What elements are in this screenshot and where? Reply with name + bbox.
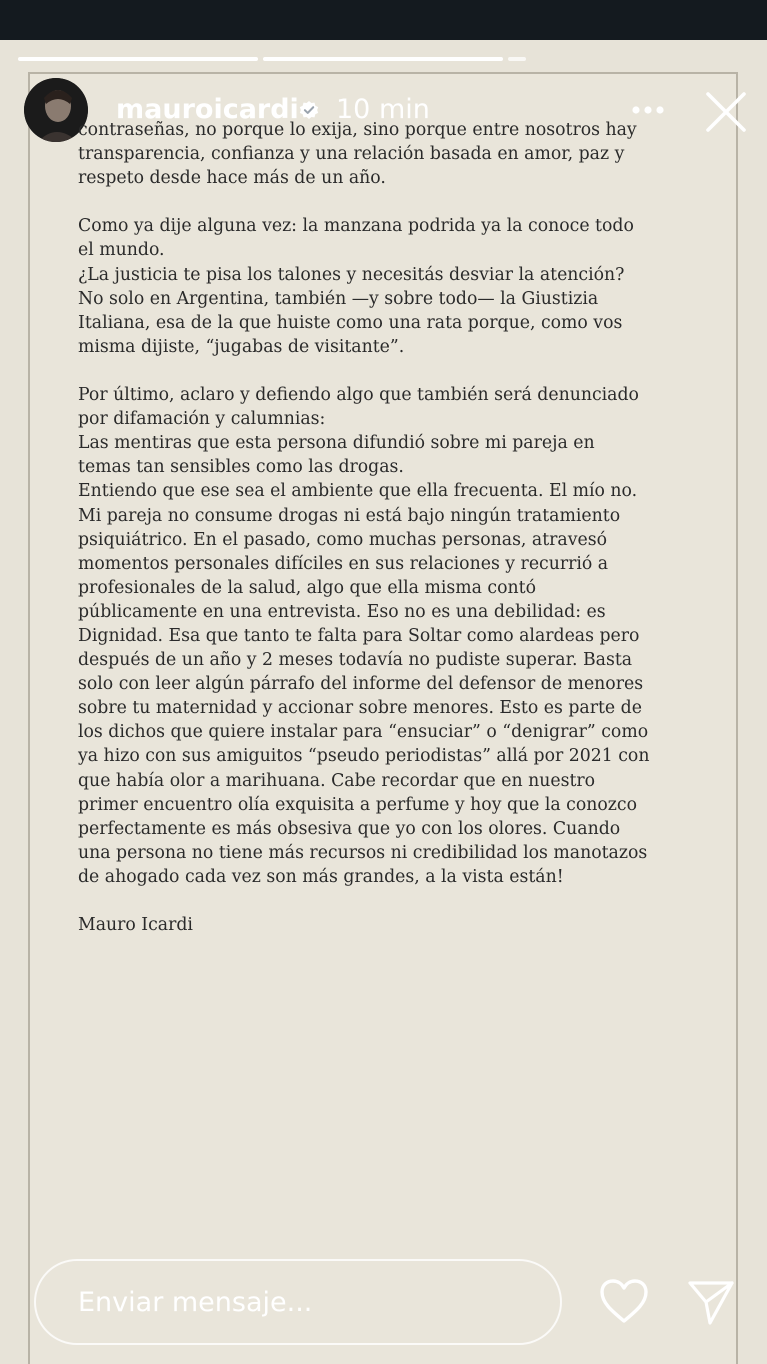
text-line: después de un año y 2 meses todavía no pudiste superar. Basta (78, 650, 633, 671)
text-line: una persona no tiene más recursos ni credibilidad los manotazos (78, 842, 648, 863)
story-text-content (78, 118, 718, 937)
text-line: Por último, aclaro y defiendo algo que también será denunciado (78, 385, 639, 406)
text-line: psiquiátrico. En el pasado, como muchas personas, atravesó (78, 529, 607, 550)
text-line: de ahogado cada vez son más grandes, a la vista están! (78, 866, 564, 887)
paragraph-gap (78, 889, 718, 913)
text-line: Las mentiras que esta persona difundió sobre mi pareja en (78, 433, 595, 454)
text-line: transparencia, confianza y una relación basada en amor, paz y (78, 144, 625, 165)
story-username[interactable]: mauroicardi (116, 94, 299, 125)
text-line: Entiendo que ese sea el ambiente que ella frecuenta. El mío no. (78, 481, 638, 502)
text-line: misma dijiste, “jugabas de visitante”. (78, 336, 405, 357)
story-progress-segment-2 (263, 57, 503, 61)
story-progress-segment-3 (508, 57, 526, 61)
text-line: contraseñas, no porque lo exija, sino porque entre nosotros hay (78, 120, 637, 140)
text-line: ya hizo con sus amiguitos “pseudo periodistas” allá por 2021 con (78, 746, 650, 767)
status-bar (0, 0, 767, 40)
story-time-ago: 10 min (336, 94, 430, 125)
text-line: profesionales de la salud, algo que ella misma contó (78, 577, 536, 598)
text-line: Mi pareja no consume drogas ni está bajo ningún tratamiento (78, 505, 621, 526)
signature-line: Mauro Icardi (78, 915, 193, 936)
text-line: por difamación y calumnias: (78, 409, 326, 430)
story-reply-bar (0, 1255, 767, 1355)
paragraph-gap (78, 359, 718, 383)
story-progress-segment-1 (18, 57, 258, 61)
text-line: perfectamente es más obsesiva que yo con los olores. Cuando (78, 818, 621, 839)
text-line: que había olor a marihuana. Cabe recordar que en nuestro (78, 770, 596, 791)
text-line: solo con leer algún párrafo del informe del defensor de menores (78, 674, 644, 695)
text-line: temas tan sensibles como las drogas. (78, 457, 404, 478)
text-line: ¿La justicia te pisa los talones y necesitás desviar la atención? (78, 264, 625, 285)
text-line: primer encuentro olía exquisita a perfume y hoy que la conozco (78, 794, 637, 815)
text-line: momentos personales difíciles en sus relaciones y recurrió a (78, 553, 609, 574)
text-line: respeto desde hace más de un año. (78, 168, 386, 189)
message-input-placeholder: Enviar mensaje... (78, 1287, 313, 1318)
text-line: los dichos que quiere instalar para “ensuciar” o “denigrar” como (78, 722, 649, 743)
text-line: Como ya dije alguna vez: la manzana podrida ya la conoce todo (78, 216, 634, 237)
message-input[interactable] (34, 1259, 562, 1345)
send-icon[interactable] (686, 1277, 736, 1327)
text-line: No solo en Argentina, también —y sobre todo— la Giustizia (78, 288, 599, 309)
text-line: Dignidad. Esa que tanto te falta para Soltar como alardeas pero (78, 625, 640, 646)
heart-icon[interactable] (598, 1277, 650, 1325)
text-line: el mundo. (78, 240, 165, 261)
text-line: públicamente en una entrevista. Eso no es una debilidad: es (78, 601, 606, 622)
text-line: sobre tu maternidad y accionar sobre menores. Esto es parte de (78, 698, 642, 719)
text-line: Italiana, esa de la que huiste como una rata porque, como vos (78, 312, 623, 333)
paragraph-gap (78, 190, 718, 214)
